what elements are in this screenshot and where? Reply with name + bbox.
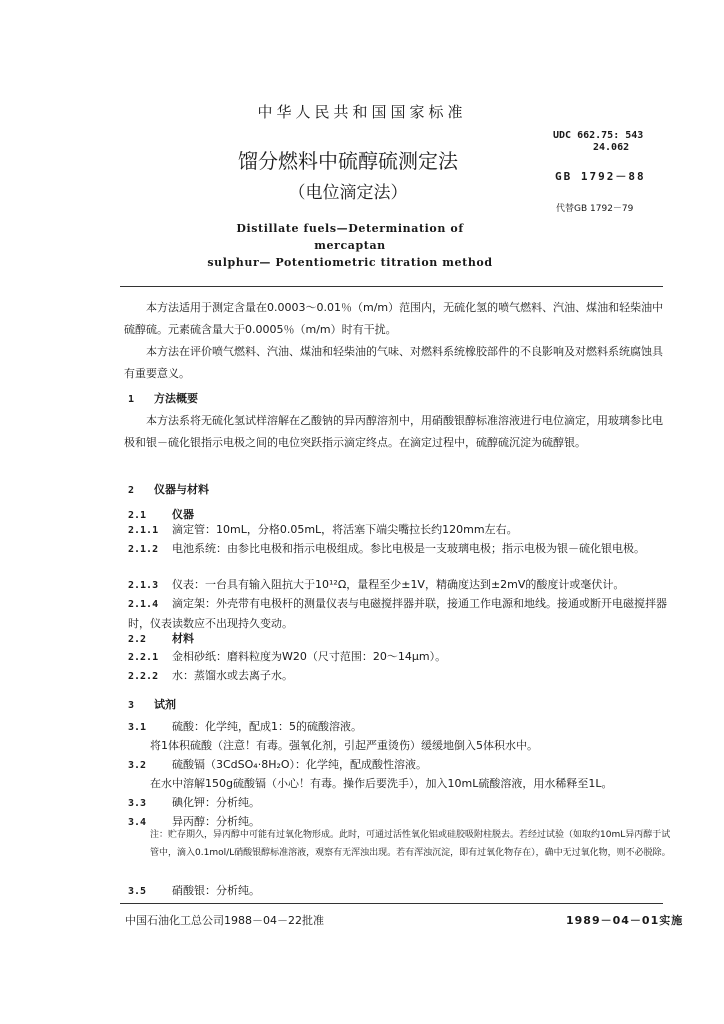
english-title-line2: sulphur— Potentiometric titration method [207, 256, 493, 269]
udc-sub: 24.062 [593, 142, 630, 153]
bottom-divider [120, 903, 663, 904]
clause-3-3 [128, 793, 674, 813]
clause-number: 2.2.1 [128, 652, 159, 663]
clause-text: 滴定管：10mL，分格0.05mL，将活塞下端尖嘴拉长约120mm左右。 [172, 523, 518, 536]
clause-number: 2.2.2 [128, 671, 159, 682]
clause-text: 硫酸：化学纯，配成1：5的硫酸溶液。 [172, 720, 362, 733]
intro-paragraph-1: 本方法适用于测定含量在0.0003～0.01％（m/m）范围内，无硫化氢的喷气燃料、汽油、煤油和轻柴油中硫醇硫。元素硫含量大于0.0005％（m/m）时有干扰。 [124, 301, 664, 336]
section-title: 材料 [172, 632, 194, 645]
english-title [200, 220, 500, 271]
section-2-2-heading [128, 629, 674, 649]
clause-2-2-1 [128, 647, 674, 667]
isopropanol-note: 注：贮存期久，异丙醇中可能有过氧化物形成。此时，可通过活性氧化铝或硅胶吸附柱脱去。若经过试验（如取约10mL异丙醇于试管中，滴入0.1mol/L硝酸银醇标准溶液，观察有无浑浊出现。若有浑浊沉淀，即有过氧化物存在），确中无过氧化物，则不必脱除。 [150, 830, 671, 858]
approval-line: 中国石油化工总公司1988－04－22批准 [125, 914, 324, 927]
clause-number: 3.2 [128, 760, 147, 771]
document-title: 馏分燃料中硫醇硫测定法 [238, 149, 458, 173]
clause-number: 3.4 [128, 817, 147, 828]
section-3-heading [128, 695, 674, 715]
clause-text: 滴定架：外壳带有电极杆的测量仪表与电磁搅拌器并联，接通工作电源和地线。接通或断开电磁搅拌器时，仪表读数应不出现持久变动。 [128, 597, 667, 630]
section-1-heading [128, 389, 674, 409]
clause-number: 2.1.2 [128, 544, 159, 555]
clause-number: 2.1.4 [128, 599, 159, 610]
udc-code [553, 130, 643, 154]
top-divider [120, 286, 663, 287]
section-title: 仪器与材料 [154, 483, 209, 496]
section-number: 2.2 [128, 634, 147, 645]
clause-3-2 [128, 755, 674, 775]
clause-3-2-cont: 在水中溶解150g硫酸镉（小心！有毒。操作后要洗手），加入10mL硫酸溶液，用水稀释至1L。 [150, 777, 613, 790]
implementation-date: 1989－04－01实施 [566, 914, 684, 927]
section-number: 2 [128, 485, 135, 496]
clause-3-5 [128, 881, 674, 901]
section-number: 2.1 [128, 510, 147, 521]
section-number: 1 [128, 394, 135, 405]
intro-paragraph-2: 本方法在评价喷气燃料、汽油、煤油和轻柴油的气味、对燃料系统橡胶部件的不良影响及对燃料系统腐蚀具有重要意义。 [124, 345, 663, 380]
clause-text: 金相砂纸：磨料粒度为W20（尺寸范围：20～14μm）。 [172, 650, 447, 663]
clause-number: 3.3 [128, 798, 147, 809]
clause-3-1-cont: 将1体积硫酸（注意！有毒。强氧化剂，引起严重烫伤）缓缓地倒入5体积水中。 [150, 739, 538, 752]
gb-number: GB 1792－88 [555, 170, 646, 183]
document-subtitle: （电位滴定法） [288, 183, 408, 203]
clause-text: 异丙醇：分析纯。 [172, 815, 260, 828]
section-number: 3 [128, 700, 135, 711]
clause-number: 2.1.3 [128, 580, 159, 591]
clause-3-1 [128, 717, 674, 737]
clause-2-1-3 [128, 575, 674, 595]
clause-text: 电池系统：由参比电极和指示电极组成。参比电极是一支玻璃电极；指示电极为银－硫化银电极。 [172, 542, 645, 555]
section-2-heading [128, 480, 674, 500]
replaces-note: 代替GB 1792－79 [556, 204, 634, 214]
clause-text: 碘化钾：分析纯。 [172, 796, 260, 809]
clause-text: 仪表：一台具有输入阻抗大于10¹²Ω，量程至少±1V，精确度达到±2mV的酸度计或毫伏计。 [172, 578, 625, 591]
clause-text: 硫酸镉（3CdSO₄·8H₂O）：化学纯，配成酸性溶液。 [172, 758, 428, 771]
section-1-body: 本方法系将无硫化氢试样溶解在乙酸钠的异丙醇溶剂中，用硝酸银醇标准溶液进行电位滴定，用玻璃参比电极和银－硫化银指示电极之间的电位突跃指示滴定终点。在滴定过程中，硫醇硫沉淀为硫醇银。 [124, 414, 663, 449]
clause-2-1-1 [128, 520, 674, 540]
clause-number: 2.1.1 [128, 525, 159, 536]
udc-main: UDC 662.75: 543 [553, 130, 644, 141]
section-title: 试剂 [154, 698, 176, 711]
clause-2-2-2 [128, 666, 674, 686]
clause-2-1-2 [128, 539, 674, 559]
clause-number: 3.5 [128, 886, 147, 897]
clause-2-1-4 [128, 594, 674, 633]
section-title: 方法概要 [154, 392, 198, 405]
clause-text: 水：蒸馏水或去离子水。 [172, 669, 293, 682]
section-title: 仪器 [172, 508, 194, 521]
standard-category-title: 中华人民共和国国家标准 [257, 103, 467, 121]
clause-text: 硝酸银：分析纯。 [172, 884, 260, 897]
clause-number: 3.1 [128, 722, 147, 733]
english-title-line1: Distillate fuels—Determination of mercaptan [236, 222, 464, 252]
